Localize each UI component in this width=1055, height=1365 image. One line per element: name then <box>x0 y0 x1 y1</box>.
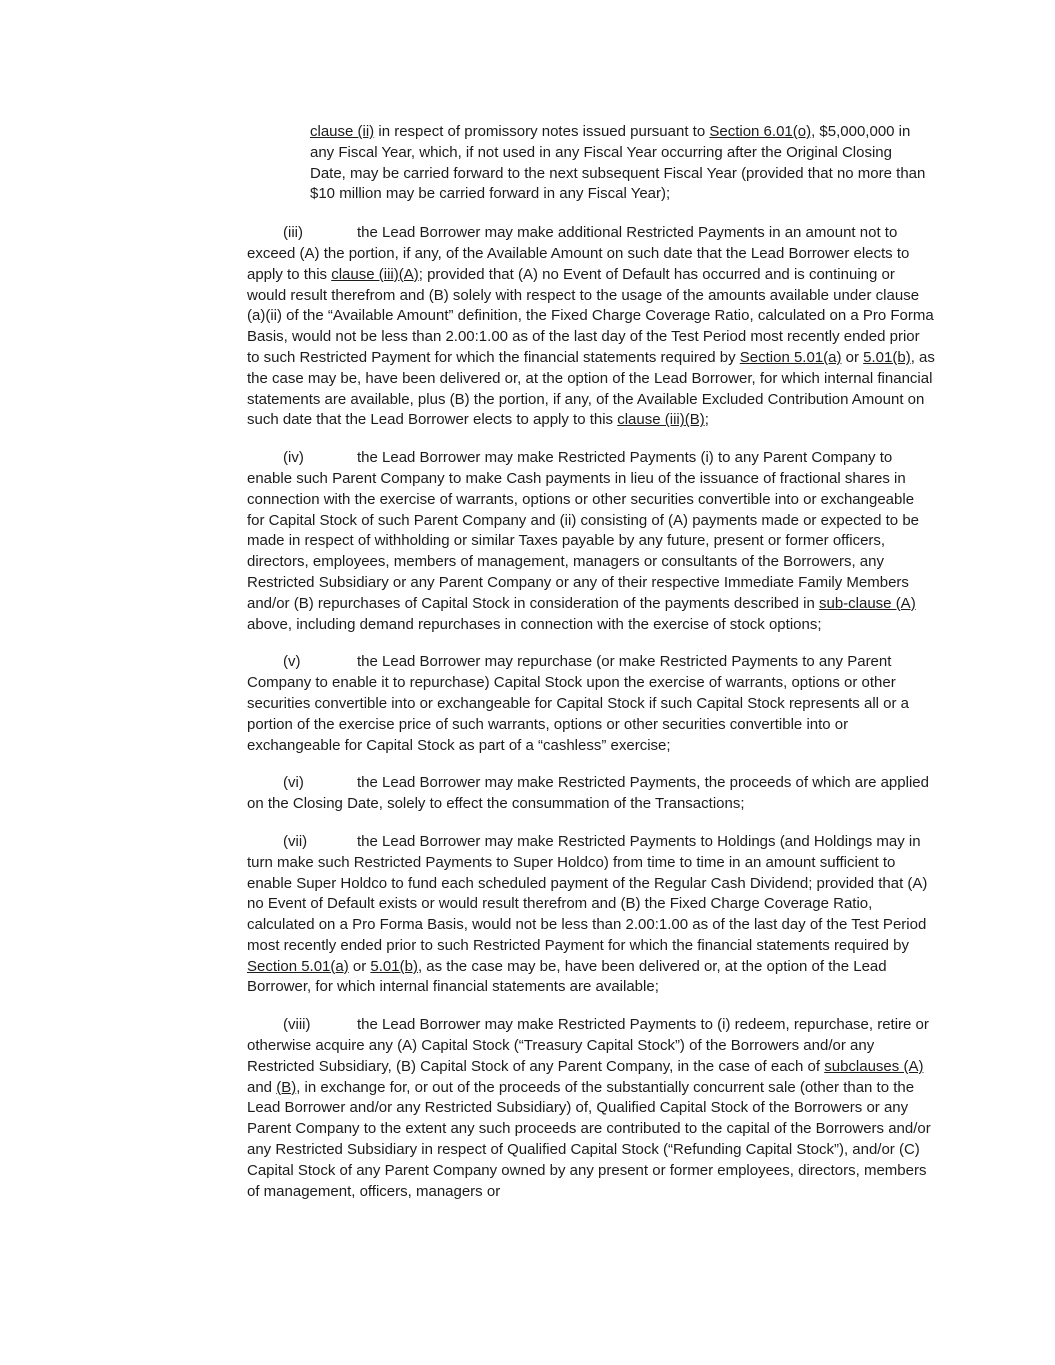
text-run: above, including demand repurchases in connection with the exercise of stock options; <box>247 615 822 633</box>
text-run: ; <box>704 411 709 429</box>
text-run: the Lead Borrower may make Restricted Payments (i) to any Parent Company to enable such Parent Company to make Cash payments in lieu of the issuance of fractional shares in connection with the exercise of warrants, options or other securities convertible into or exchangeable for Capital Stock of such Parent Company and (ii) consisting of (A) payments made or expected to be made in respect of withholding or similar Taxes payable by any future, present or former officers, directors, employees, members of management, managers or consultants of the Borrowers, any Restricted Subsidiary or any Parent Company or any of their respective Immediate Family Members and/or (B) repurchases of Capital Stock in consideration of the payments described in <box>247 449 919 612</box>
cross-reference: clause (iii)(A) <box>331 265 419 283</box>
text-run: , in exchange for, or out of the proceeds of the substantially concurrent sale (other than to the Lead Borrower and/or any Restricted Subsidiary) of, Qualified Capital Stock of the Borrowers or any Parent Company to the extent any such proceeds are contributed to the capital of the Borrowers and/or any Restricted Subsidiary in respect of Qualified Capital Stock (“Refunding Capital Stock”), and/or (C) Capital Stock of any Parent Company owned by any present or former employees, directors, members of management, officers, managers or <box>247 1078 931 1200</box>
paragraph-vii <box>247 832 935 998</box>
text-run: , $5,000,000 in any Fiscal Year, which, if not used in any Fiscal Year occurring after the Original Closing Date, may be carried forward to the next subsequent Fiscal Year (provided that no more than $10 million may be carried forward in any Fiscal Year); <box>310 123 926 203</box>
clause-text <box>247 224 935 428</box>
clause-text <box>310 123 925 202</box>
clause-text <box>247 1016 931 1199</box>
clause-number: (iv) <box>283 449 304 467</box>
clause-number: (vi) <box>283 774 304 792</box>
text-run: the Lead Borrower may make additional Restricted Payments in an amount not to exceed (A) the portion, if any, of the Available Amount on such date that the Lead Borrower elects to apply to this <box>247 224 910 283</box>
text-run: in respect of promissory notes issued pursuant to <box>374 123 710 140</box>
text-run: or <box>348 957 371 975</box>
clause-text <box>247 833 927 996</box>
paragraph-vi <box>247 773 935 815</box>
text-run: , as the case may be, have been delivered or, at the option of the Lead Borrower, for which internal financial statements are available; <box>247 957 887 996</box>
cross-reference: Section 5.01(a) <box>247 957 349 975</box>
text-run: , as the case may be, have been delivered or, at the option of the Lead Borrower, for which internal financial statements are available, plus (B) the portion, if any, of the Available Excluded Contribution Amount on such date that the Lead Borrower elects to apply to this <box>247 348 935 429</box>
cross-reference: clause (ii) <box>310 123 375 140</box>
text-run: the Lead Borrower may repurchase (or make Restricted Payments to any Parent Company to enable it to repurchase) Capital Stock upon the exercise of warrants, options or other securities convertible into or exchangeable for Capital Stock if such Capital Stock represents all or a portion of the exercise price of such warrants, options or other securities convertible into or exchangeable for Capital Stock as part of a “cashless” exercise; <box>247 653 909 754</box>
text-run: the Lead Borrower may make Restricted Payments to (i) redeem, repurchase, retire or otherwise acquire any (A) Capital Stock (“Treasury Capital Stock”) of the Borrowers and/or any Restricted Subsidiary, (B) Capital Stock of any Parent Company, in the case of each of <box>247 1016 929 1075</box>
cross-reference: 5.01(b) <box>863 348 911 366</box>
text-run: the Lead Borrower may make Restricted Payments to Holdings (and Holdings may in turn make such Restricted Payments to Super Holdco) from time to time in an amount sufficient to enable Super Holdco to fund each scheduled payment of the Regular Cash Dividend; provided that (A) no Event of Default exists or would result therefrom and (B) the Fixed Charge Coverage Ratio, calculated on a Pro Forma Basis, would not be less than 2.00:1.00 as of the last day of the Test Period most recently ended prior to such Restricted Payment for which the financial statements required by <box>247 832 928 954</box>
text-run: and <box>247 1078 277 1096</box>
cross-reference: Section 6.01(o) <box>709 123 812 140</box>
cross-reference: clause (iii)(B) <box>617 411 705 429</box>
cross-reference: (B) <box>276 1078 297 1096</box>
paragraph-iii <box>247 223 935 431</box>
paragraph-viii <box>247 1015 935 1202</box>
cross-reference: sub-clause (A) <box>818 594 916 612</box>
text-run: ; provided that (A) no Event of Default has occurred and is continuing or would result therefrom and (B) solely with respect to the usage of the amounts available under clause (a)(ii) of the “Available Amount” definition, the Fixed Charge Coverage Ratio, calculated on a Pro Forma Basis, would not be less than 2.00:1.00 as of the last day of the Test Period most recently ended prior to such Restricted Payment for which the financial statements required by <box>247 265 934 366</box>
clause-number: (vii) <box>283 832 308 850</box>
cross-reference: Section 5.01(a) <box>739 348 842 366</box>
text-run: or <box>841 348 864 366</box>
clause-text <box>247 449 919 632</box>
text-run: the Lead Borrower may make Restricted Payments, the proceeds of which are applied on the Closing Date, solely to effect the consummation of the Transactions; <box>247 774 929 813</box>
indented-clause-ii <box>310 122 928 205</box>
paragraph-iv <box>247 448 935 635</box>
cross-reference: subclauses (A) <box>824 1057 924 1075</box>
paragraph-v <box>247 652 935 756</box>
clause-number: (iii) <box>283 224 303 242</box>
clause-number: (viii) <box>283 1016 311 1034</box>
clause-number: (v) <box>283 653 301 671</box>
cross-reference: 5.01(b) <box>370 957 418 975</box>
